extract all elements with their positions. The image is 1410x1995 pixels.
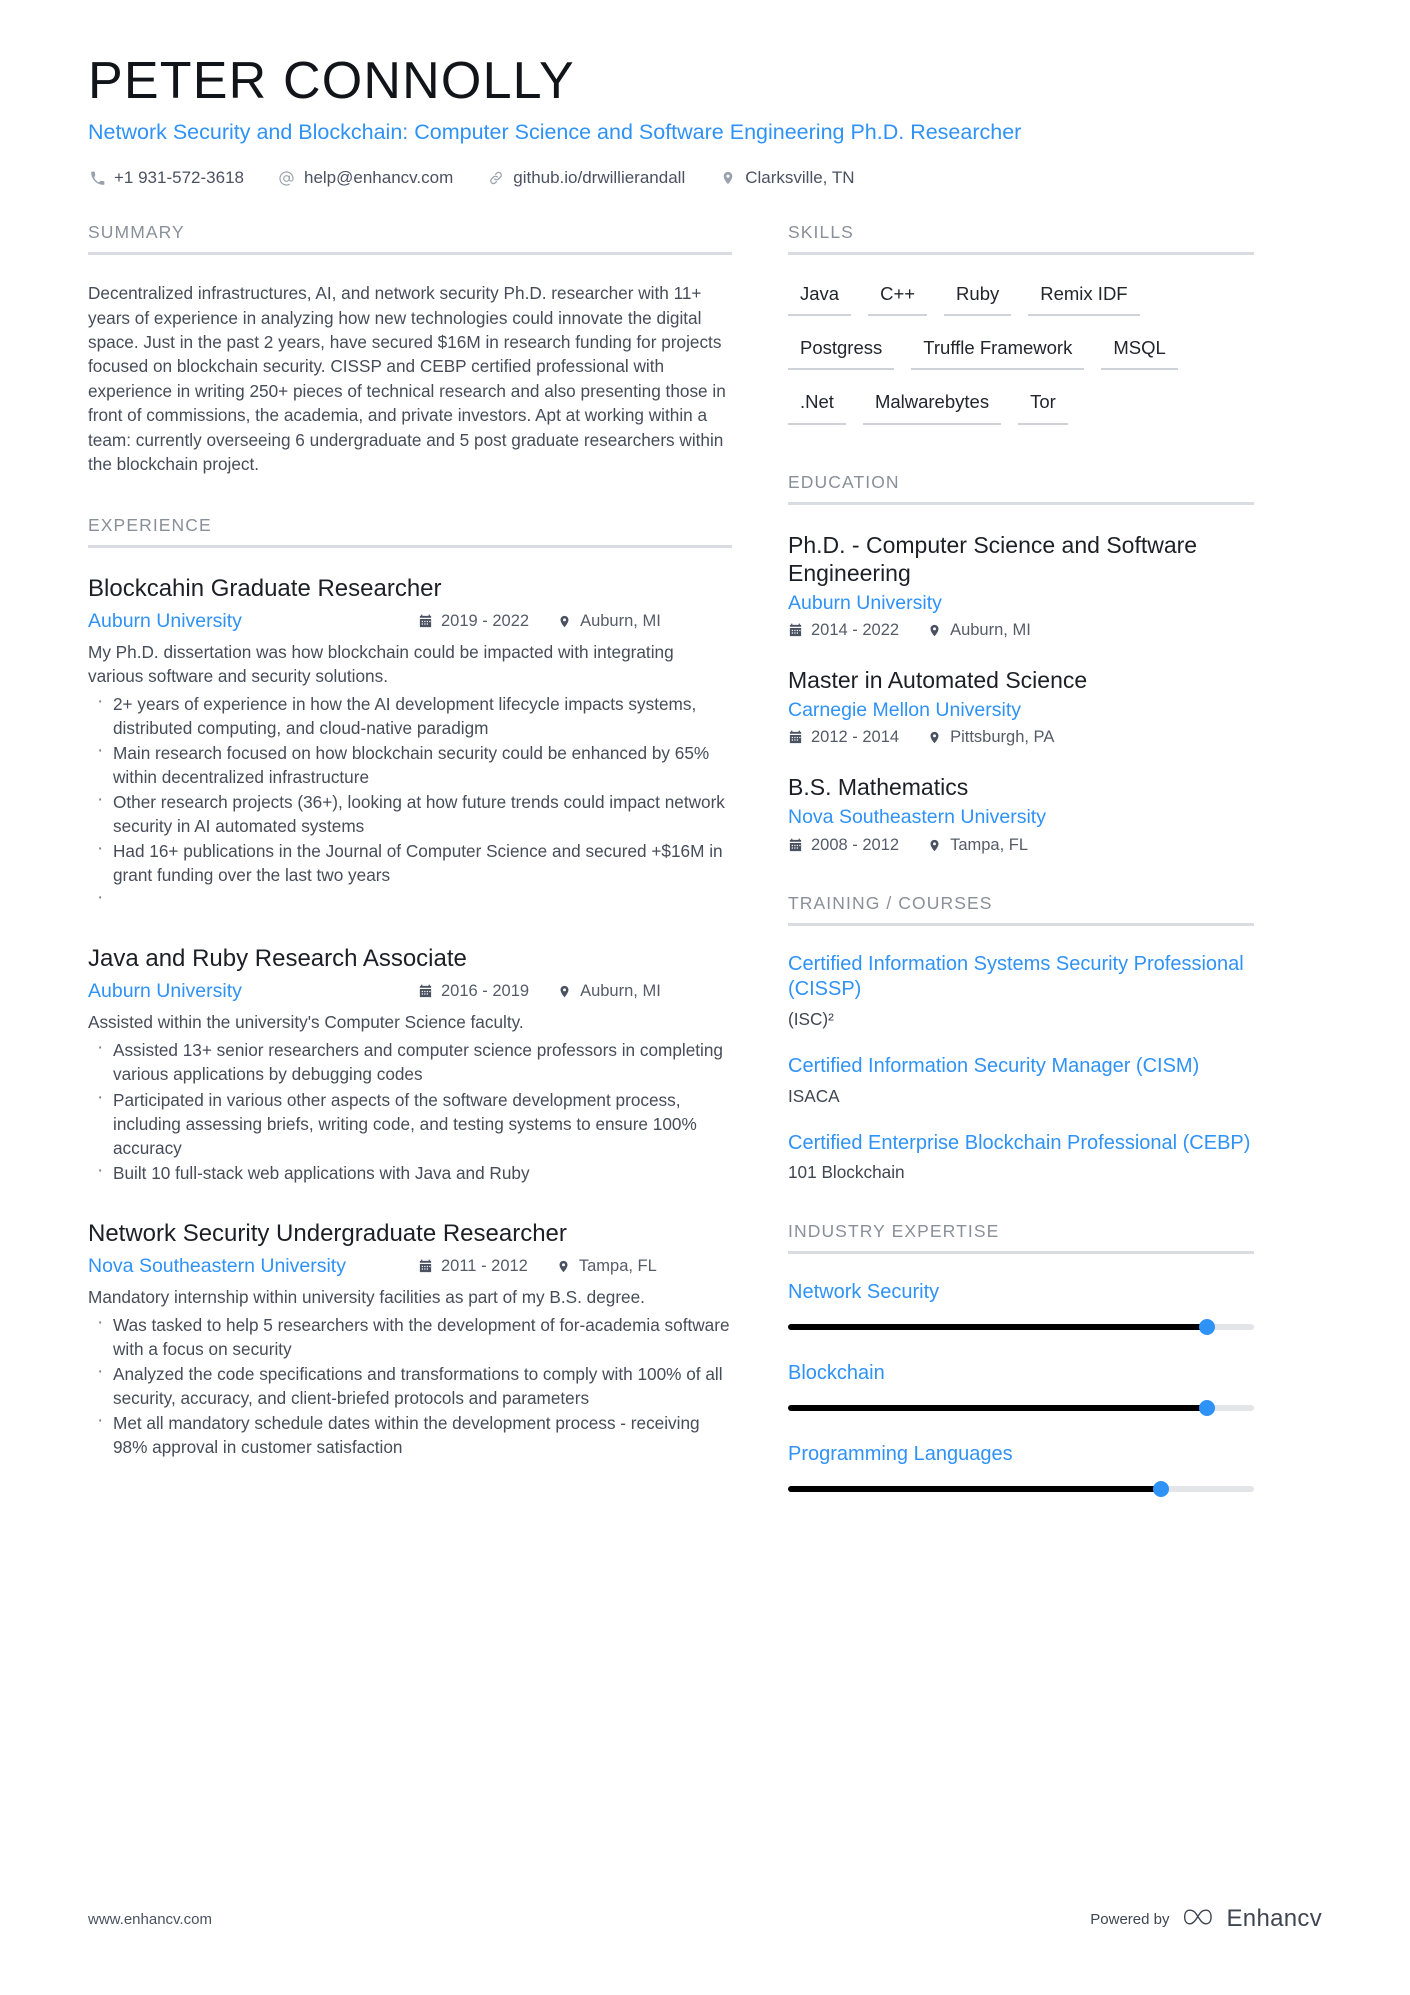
experience-organization[interactable]: Auburn University	[88, 609, 242, 632]
experience-description: My Ph.D. dissertation was how blockchain could be impacted with integrating various software and security solutions.	[88, 641, 674, 686]
experience-dates-text: 2016 - 2019	[441, 982, 530, 1001]
slider-fill	[788, 1324, 1207, 1330]
slider-knob[interactable]	[1153, 1481, 1169, 1497]
education-meta	[788, 621, 1254, 640]
section-title-summary: SUMMARY	[88, 222, 732, 255]
education-degree: Master in Automated Science	[788, 667, 1088, 694]
slider-knob[interactable]	[1199, 1400, 1215, 1416]
experience-dates	[418, 1257, 528, 1276]
experience-role: Network Security Undergraduate Researcher	[88, 1219, 567, 1247]
experience-entry	[88, 944, 732, 1185]
skill-chip[interactable]: MSQL	[1101, 333, 1177, 370]
slider-fill	[788, 1405, 1207, 1411]
experience-location-text: Tampa, FL	[578, 1256, 657, 1275]
training-entry	[788, 1131, 1254, 1184]
education-entry	[788, 666, 1254, 747]
education-dates-text: 2012 - 2014	[811, 728, 900, 747]
experience-location	[557, 982, 661, 1001]
location-pin-icon	[927, 730, 942, 746]
contact-email-text: help@enhancv.com	[303, 168, 454, 188]
right-column	[788, 222, 1254, 1535]
section-title-experience: EXPERIENCE	[88, 515, 732, 548]
slider-knob[interactable]	[1199, 1319, 1215, 1335]
experience-bullet	[88, 888, 732, 910]
education-meta	[788, 728, 1254, 747]
experience-entry	[88, 574, 732, 911]
expertise-slider[interactable]	[788, 1400, 1254, 1416]
skill-chip[interactable]: Truffle Framework	[911, 333, 1084, 370]
training-name[interactable]: Certified Enterprise Blockchain Professional (CEBP)	[788, 1131, 1251, 1154]
experience-description: Assisted within the university's Computer Science faculty.	[88, 1012, 524, 1033]
training-organization: 101 Blockchain	[788, 1162, 905, 1183]
location-pin-icon	[557, 984, 572, 1000]
experience-dates-text: 2011 - 2012	[441, 1256, 528, 1275]
contact-website[interactable]	[487, 168, 685, 188]
training-list	[788, 952, 1254, 1183]
education-school[interactable]: Nova Southeastern University	[788, 806, 1046, 829]
experience-dates	[418, 612, 529, 631]
education-entry	[788, 531, 1254, 640]
location-pin-icon	[719, 169, 737, 187]
expertise-label[interactable]: Programming Languages	[788, 1443, 1013, 1466]
enhancv-brand-name: Enhancv	[1226, 1905, 1322, 1932]
expertise-entry	[788, 1280, 1254, 1335]
experience-dates-text: 2019 - 2022	[441, 611, 530, 630]
location-pin-icon	[557, 613, 572, 629]
resume-header	[88, 52, 1322, 188]
contact-phone[interactable]	[88, 168, 244, 188]
expertise-label[interactable]: Network Security	[788, 1281, 940, 1304]
professional-headline: Network Security and Blockchain: Computer Science and Software Engineering Ph.D. Researcher	[88, 120, 1022, 145]
expertise-list	[788, 1280, 1254, 1497]
education-dates	[788, 836, 899, 855]
resume-body	[88, 222, 1322, 1535]
section-title-education: EDUCATION	[788, 472, 1254, 505]
section-training	[788, 893, 1254, 1183]
contact-location-text: Clarksville, TN	[745, 168, 855, 188]
section-title-industry-expertise: INDUSTRY EXPERTISE	[788, 1221, 1254, 1254]
section-title-skills: SKILLS	[788, 222, 1254, 255]
expertise-slider[interactable]	[788, 1481, 1254, 1497]
section-industry-expertise	[788, 1221, 1254, 1497]
education-meta	[788, 836, 1254, 855]
training-organization: ISACA	[788, 1085, 840, 1106]
experience-location-text: Auburn, MI	[580, 611, 661, 630]
experience-location	[557, 612, 661, 631]
calendar-icon	[788, 837, 803, 853]
education-entry	[788, 773, 1254, 854]
contact-location	[719, 168, 854, 188]
link-icon	[487, 169, 505, 187]
section-education	[788, 472, 1254, 855]
experience-location-text: Auburn, MI	[580, 982, 661, 1001]
education-location	[927, 836, 1028, 855]
section-summary	[88, 222, 732, 476]
experience-location	[556, 1257, 657, 1276]
skill-chip[interactable]: Malwarebytes	[863, 387, 1001, 424]
expertise-entry	[788, 1442, 1254, 1497]
expertise-slider[interactable]	[788, 1319, 1254, 1335]
calendar-icon	[788, 730, 803, 746]
page-title: PETER CONNOLLY	[88, 52, 575, 110]
skill-chip[interactable]: C++	[868, 279, 927, 316]
education-degree: B.S. Mathematics	[788, 774, 969, 801]
contact-website-text: github.io/drwillierandall	[513, 168, 686, 188]
education-school[interactable]: Auburn University	[788, 591, 942, 614]
experience-bullet-list	[88, 692, 732, 911]
section-title-training: TRAINING / COURSES	[788, 893, 1254, 926]
education-location-text: Pittsburgh, PA	[950, 728, 1055, 747]
skill-chip[interactable]: .Net	[788, 387, 846, 424]
experience-description: Mandatory internship within university facilities as part of my B.S. degree.	[88, 1286, 645, 1307]
contact-row	[88, 168, 1322, 188]
enhancv-logo-icon	[1183, 1905, 1217, 1933]
location-pin-icon	[927, 623, 942, 639]
education-location-text: Auburn, MI	[950, 621, 1031, 640]
enhancv-brand	[1183, 1905, 1323, 1933]
experience-organization[interactable]: Nova Southeastern University	[88, 1254, 346, 1277]
contact-phone-text: +1 931-572-3618	[114, 168, 244, 188]
experience-bullet: · Analyzed the code specifications and transformations to comply with 100% of all security, accuracy, and client-briefed protocols and parameters	[88, 1362, 732, 1410]
at-email-icon	[278, 169, 296, 187]
experience-organization[interactable]: Auburn University	[88, 980, 242, 1003]
left-column	[88, 222, 788, 1497]
training-name[interactable]: Certified Information Security Manager (CISM)	[788, 1055, 1200, 1078]
experience-meta	[88, 980, 732, 1003]
experience-list	[88, 574, 732, 1460]
experience-meta	[88, 1255, 732, 1278]
education-dates	[788, 728, 899, 747]
education-dates	[788, 621, 899, 640]
calendar-icon	[788, 623, 803, 639]
resume-footer	[88, 1905, 1322, 1933]
section-experience	[88, 515, 732, 1460]
calendar-icon	[418, 613, 433, 629]
calendar-icon	[418, 1258, 433, 1274]
expertise-label[interactable]: Blockchain	[788, 1362, 885, 1385]
training-entry	[788, 1054, 1254, 1107]
experience-bullet: · Other research projects (36+), looking at how future trends could impact network security in AI automated systems	[88, 790, 732, 838]
summary-text: Decentralized infrastructures, AI, and network security Ph.D. researcher with 11+ years of experience in analyzing how new technologies could innovate the digital space. Just in the past 2 years, have secured $16M in research funding for projects focused on blockchain security. CISSP and CEBP certified professional with experience in writing 250+ pieces of technical research and also presenting those in front of commissions, the academia, and private investors. Apt at working within a team: currently overseeing 6 undergraduate and 5 post graduate researchers within the blockchain project.	[88, 283, 726, 475]
skill-chip[interactable]: Tor	[1018, 387, 1068, 424]
experience-role: Blockcahin Graduate Researcher	[88, 574, 442, 602]
training-entry	[788, 952, 1254, 1030]
slider-fill	[788, 1486, 1161, 1492]
experience-bullet: · Met all mandatory schedule dates within the development process - receiving 98% approval in customer satisfaction	[88, 1411, 732, 1459]
experience-bullet: · Built 10 full-stack web applications with Java and Ruby	[88, 1161, 732, 1185]
experience-dates	[418, 982, 529, 1001]
footer-branding	[1090, 1905, 1322, 1933]
education-degree: Ph.D. - Computer Science and Software Engineering	[788, 531, 1198, 586]
section-skills	[788, 222, 1254, 441]
expertise-entry	[788, 1361, 1254, 1416]
experience-bullet: · Participated in various other aspects of the software development process, including assessing briefs, writing code, and testing systems to ensure 100% accuracy	[88, 1088, 732, 1160]
powered-by-label: Powered by	[1090, 1910, 1170, 1928]
experience-meta	[88, 610, 732, 633]
experience-bullet: · Was tasked to help 5 researchers with the development of for-academia software with a focus on security	[88, 1313, 732, 1361]
education-list	[788, 531, 1254, 855]
experience-bullet: · Assisted 13+ senior researchers and computer science professors in completing various applications by debugging codes	[88, 1038, 732, 1086]
experience-bullet-list	[88, 1313, 732, 1459]
training-name[interactable]: Certified Information Systems Security Professional (CISSP)	[788, 952, 1244, 1001]
calendar-icon	[418, 984, 433, 1000]
phone-icon	[88, 169, 106, 187]
experience-entry	[88, 1219, 732, 1460]
education-location	[927, 728, 1054, 747]
experience-bullet: · 2+ years of experience in how the AI development lifecycle impacts systems, distributed computing, and cloud-native paradigm	[88, 692, 732, 740]
contact-email[interactable]	[278, 168, 453, 188]
education-dates-text: 2008 - 2012	[811, 835, 900, 854]
footer-website[interactable]: www.enhancv.com	[88, 1910, 212, 1928]
experience-role: Java and Ruby Research Associate	[88, 945, 467, 973]
experience-bullet: · Main research focused on how blockchain security could be enhanced by 65% within decentralized infrastructure	[88, 741, 732, 789]
skill-chip[interactable]: Postgress	[788, 333, 894, 370]
education-location-text: Tampa, FL	[950, 835, 1029, 854]
skill-chip[interactable]: Java	[788, 279, 851, 316]
training-organization: (ISC)²	[788, 1009, 834, 1030]
skills-list	[788, 279, 1254, 441]
education-school[interactable]: Carnegie Mellon University	[788, 699, 1022, 722]
skill-chip[interactable]: Ruby	[944, 279, 1011, 316]
location-pin-icon	[927, 837, 942, 853]
education-dates-text: 2014 - 2022	[811, 621, 900, 640]
experience-bullet-list	[88, 1038, 732, 1184]
education-location	[927, 621, 1031, 640]
location-pin-icon	[556, 1258, 571, 1274]
skill-chip[interactable]: Remix IDF	[1028, 279, 1139, 316]
experience-bullet: · Had 16+ publications in the Journal of Computer Science and secured +$16M in grant funding over the last two years	[88, 839, 732, 887]
